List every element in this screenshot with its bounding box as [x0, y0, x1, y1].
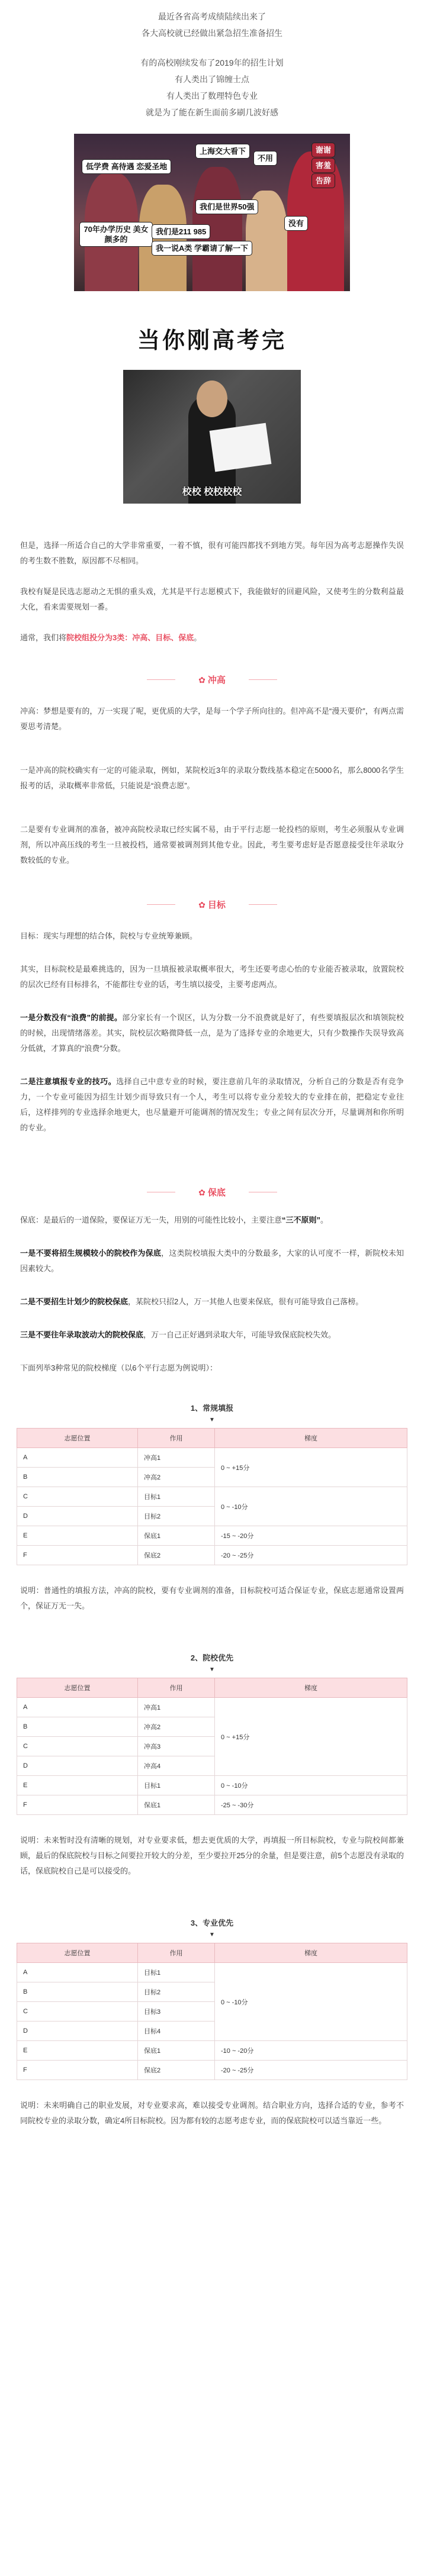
intro-line: 各大高校就已经做出紧急招生准备招生	[142, 28, 282, 38]
bold-text: 一是不要将招生规模较小的院校作为保底	[20, 1249, 162, 1258]
table-header-cell: 梯度	[215, 1429, 407, 1448]
text-span: ，万一自己正好遇到录取大年，可能导致保底院校失效。	[143, 1330, 336, 1339]
table-cell: D	[17, 1756, 138, 1776]
section-label: 保底	[207, 1188, 226, 1198]
table-cell: A	[17, 1448, 138, 1468]
table-cell: 0 ~ -10分	[215, 1776, 407, 1795]
table-cell: -10 ~ -20分	[215, 2041, 407, 2061]
section-heading-mubiao	[0, 895, 424, 913]
paper-sheet	[210, 423, 272, 472]
intro-line: 有的高校刚续发布了2019年的招生计划	[140, 58, 284, 67]
table-cell: 0 ~ +15分	[215, 1448, 407, 1487]
intro-block	[0, 0, 424, 121]
table-cell: D	[17, 2022, 138, 2041]
table-cell: F	[17, 2061, 138, 2080]
table-cell: E	[17, 1776, 138, 1795]
paragraph	[20, 1010, 404, 1056]
table-row	[17, 1448, 407, 1468]
table-cell: 保底1	[138, 2041, 215, 2061]
table-header-cell: 作用	[138, 1429, 215, 1448]
table-title: 2、院校优先	[190, 1653, 234, 1662]
volunteer-table-major-first	[17, 1943, 407, 2080]
triangle-down-icon: ▼	[209, 1417, 215, 1423]
paragraph: 冲高：梦想是要有的，万一实现了呢，更优质的大学，是每一个学子所向往的。但冲高不是“漫天要价”，有两点需要思考清楚。	[20, 707, 404, 731]
table-cell: E	[17, 2041, 138, 2061]
paragraph: 其实，目标院校是最难挑选的，因为一旦填报被录取概率很大，考生还要考虑心怡的专业能否被录取，放置院校的层次已经有目标排名，不能都往专业的话，考生填以接受，主要考虑两点。	[20, 965, 404, 989]
table-title: 1、常规填报	[190, 1404, 234, 1413]
flower-icon: ✿	[198, 900, 205, 910]
table-row	[17, 1795, 407, 1815]
bold-text: 二是注意填报专业的技巧。	[20, 1077, 117, 1086]
table-cell: 冲高4	[138, 1756, 215, 1776]
paragraph: 说明：普通性的填报方法，冲高的院校，要有专业调剂的准备，目标院校可适合保证专业，保底志愿通常设置两个，保证万无一失。	[20, 1586, 404, 1610]
table-cell: 保底2	[138, 2061, 215, 2080]
table-cell: D	[17, 1507, 138, 1526]
text-span: 保底：是最后的一道保险，要保证万无一失，用别的可能性比较小，主要注意	[20, 1216, 282, 1224]
table-cell: C	[17, 2002, 138, 2022]
bold-text: “三不原则”	[282, 1216, 321, 1224]
table-row	[17, 1546, 407, 1565]
meme-image-tv-drama	[74, 134, 350, 291]
volunteer-table-school-first	[17, 1678, 407, 1815]
meme-bubble: 没有	[285, 217, 307, 230]
table-cell: F	[17, 1546, 138, 1565]
table-cell: 0 ~ -10分	[215, 1487, 407, 1526]
section-label: 目标	[207, 900, 226, 910]
table-cell: 目标3	[138, 2002, 215, 2022]
person-head	[197, 381, 227, 417]
meme-bubble: 上海交大看下	[196, 144, 249, 158]
bold-text: 二是不要招生计划少的院校保底	[20, 1297, 129, 1306]
text-span: 选择自己中意专业的时候，要注意前几年的录取情况，分析自己的分数是否有竞争力，一个专业可能因为招生计划少而导致只有一个人，考生可以将专业分差较大的专业排在前，把稳定专业往后，这样排列的专业选择余地更大，也尽量避开可能调剂的情况发生；专业之间有层次分开，尽量调剂和你所明的专业。	[20, 1077, 404, 1132]
paragraph: 目标：现实与理想的结合体，院校与专业统筹兼顾。	[20, 931, 198, 940]
meme-bubble: 我们是211 985	[152, 225, 210, 238]
table-cell: 冲高3	[138, 1737, 215, 1756]
table-row	[17, 1698, 407, 1717]
table-cell: A	[17, 1698, 138, 1717]
text-span: 。	[194, 633, 202, 642]
table-cell: -20 ~ -25分	[215, 2061, 407, 2080]
table-cell: 目标2	[138, 1982, 215, 2002]
table-header-cell: 志愿位置	[17, 1943, 138, 1963]
paragraph	[20, 1213, 404, 1228]
table-cell: B	[17, 1468, 138, 1487]
table-cell: 目标1	[138, 1487, 215, 1507]
table-title: 3、专业优先	[190, 1919, 234, 1927]
table-cell: B	[17, 1982, 138, 2002]
paragraph: 说明：未来暂时没有清晰的规划，对专业要求低，想去更优质的大学，再填报一所目标院校，专业与院校间都兼顾，最后的保底院校与目标之间要拉开较大的分差，至少要拉开25分的余量，但是要注意，前5个志愿没有录取的话，保底院校自己是可以接受的。	[20, 1836, 404, 1875]
table-row	[17, 2041, 407, 2061]
meme-bubble: 害羞	[312, 159, 335, 172]
divider	[147, 904, 175, 905]
volunteer-table-regular	[17, 1428, 407, 1565]
intro-line: 有人类出了锦缠士点	[175, 75, 249, 84]
table-cell: 冲高1	[138, 1448, 215, 1468]
table-header-row	[17, 1678, 407, 1698]
table-cell: 冲高2	[138, 1468, 215, 1487]
table-cell: F	[17, 1795, 138, 1815]
table-cell: 目标2	[138, 1507, 215, 1526]
divider	[147, 679, 175, 680]
meme-bubble: 我们是世界50强	[196, 200, 258, 214]
meme-image-holding-paper	[123, 370, 301, 504]
paragraph: 一是冲高的院校确实有一定的可能录取，例如，某院校近3年的录取分数线基本稳定在5000名，那么8000名学生报考的话，录取概率非常低，只能说是“浪费志愿”。	[20, 766, 404, 790]
text-span: ，某院校只招2人，万一其他人也要来保底，很有可能导致自己落榜。	[128, 1297, 364, 1306]
flower-icon: ✿	[198, 1188, 205, 1197]
paragraph	[20, 1294, 404, 1310]
section-heading-chonggao	[0, 670, 424, 688]
table-header-cell: 作用	[138, 1943, 215, 1963]
table-row	[17, 1526, 407, 1546]
table-cell: 0 ~ +15分	[215, 1698, 407, 1776]
table-cell: -25 ~ -30分	[215, 1795, 407, 1815]
table-row	[17, 1963, 407, 1982]
paragraph	[20, 1246, 404, 1276]
table-cell: E	[17, 1526, 138, 1546]
table-header-cell: 作用	[138, 1678, 215, 1698]
table-cell: 保底1	[138, 1795, 215, 1815]
table-cell: 目标1	[138, 1963, 215, 1982]
paragraph	[20, 630, 404, 646]
table-row	[17, 1487, 407, 1507]
divider	[249, 904, 277, 905]
triangle-down-icon: ▼	[209, 1932, 215, 1938]
section-label: 冲高	[207, 675, 226, 685]
table-cell: 保底2	[138, 1546, 215, 1565]
table-cell: C	[17, 1487, 138, 1507]
meme-bubble: 我一说A类 学霸请了解一下	[152, 241, 252, 255]
table-cell: -20 ~ -25分	[215, 1546, 407, 1565]
section-heading-baodi	[0, 1183, 424, 1201]
table-cell: 目标1	[138, 1776, 215, 1795]
meme-bubble: 不用	[254, 151, 277, 165]
meme-caption: 校校 校校校校	[182, 487, 242, 497]
headline: 当你刚高考完	[137, 327, 287, 353]
intro-line: 最近各省高考成绩陆续出来了	[158, 12, 266, 21]
table-cell: C	[17, 1737, 138, 1756]
paragraph: 二是要有专业调剂的准备，被冲高院校录取已经实属不易，由于平行志愿一轮投档的原则，考生必须服从专业调剂，所以冲高压线的考生一旦被投档，通常要被调剂到其他专业。因此，考生要考虑好是否愿意接受往年录取分数较低的专业。	[20, 825, 404, 865]
table-header-cell: 志愿位置	[17, 1429, 138, 1448]
table-row	[17, 2061, 407, 2080]
text-span: 。	[320, 1216, 329, 1224]
table-cell: B	[17, 1717, 138, 1737]
meme-bubble: 70年办学历史 美女颜多的	[80, 223, 152, 246]
intro-line: 有人类出了数理特色专业	[166, 91, 258, 101]
table-header-row	[17, 1943, 407, 1963]
table-cell: 目标4	[138, 2022, 215, 2041]
paragraph: 我校有疑是民选志愿动之无惧的重头戏，尤其是平行志愿模式下，我能做好的回避风险，又使考生的分数利益最大化，看来需要规划一番。	[20, 587, 404, 611]
paragraph	[20, 1327, 404, 1343]
bold-text: 三是不要往年录取波动大的院校保底	[20, 1330, 144, 1339]
divider	[249, 679, 277, 680]
paragraph: 说明：未来明确自己的职业发展，对专业要求高，难以接受专业调剂。结合职业方向，选择合适的专业，参考不同院校专业的录取分数，确定4所目标院校。因为都有较的志愿考虑专业，而的保底院校可以适当靠近一些。	[20, 2101, 404, 2125]
table-cell: 保底1	[138, 1526, 215, 1546]
table-cell: 冲高2	[138, 1717, 215, 1737]
table-header-row	[17, 1429, 407, 1448]
highlight-text: 院校组投分为3类：冲高、目标、保底	[66, 633, 194, 642]
table-header-cell: 志愿位置	[17, 1678, 138, 1698]
table-cell: 冲高1	[138, 1698, 215, 1717]
meme-bubble: 低学费 高待遇 恋爱圣地	[82, 160, 171, 173]
meme-bubble: 告辞	[312, 174, 335, 188]
table-header-cell: 梯度	[215, 1678, 407, 1698]
paragraph: 但是，选择一所适合自己的大学非常重要，一着不慎，很有可能四都找不到地方哭。每年因为高考志愿操作失误的考生数不胜数，原因都不尽相同。	[20, 541, 404, 565]
table-cell: 0 ~ -10分	[215, 1963, 407, 2041]
table-cell: -15 ~ -20分	[215, 1526, 407, 1546]
paragraph	[20, 1074, 404, 1136]
text-span: 部分家长有一个误区，认为分数一分不浪费就是好了，有些要填报层次和填领院校的时候，出现情绪落差。其实，院校层次略微降低一点，是为了选择专业的余地更大，只有少数操作失误导致高分低就，才算真的“浪费”分数。	[20, 1013, 404, 1053]
flower-icon: ✿	[198, 675, 205, 685]
table-header-cell: 梯度	[215, 1943, 407, 1963]
intro-line: 就是为了能在新生面前多刷几波好感	[146, 108, 278, 117]
table-cell: A	[17, 1963, 138, 1982]
meme-bubble: 谢谢	[312, 143, 335, 157]
table-row	[17, 1776, 407, 1795]
triangle-down-icon: ▼	[209, 1666, 215, 1673]
paragraph: 下面列举3种常见的院校梯度（以6个平行志愿为例说明）：	[20, 1363, 217, 1372]
text-span: ，这类院校填报大类中的分数最多，大家的认可度不一样，新院校未知因素较大。	[20, 1249, 404, 1273]
text-span: 通常，我们将	[20, 633, 67, 642]
bold-text: 一是分数没有“浪费”的前提。	[20, 1013, 123, 1022]
